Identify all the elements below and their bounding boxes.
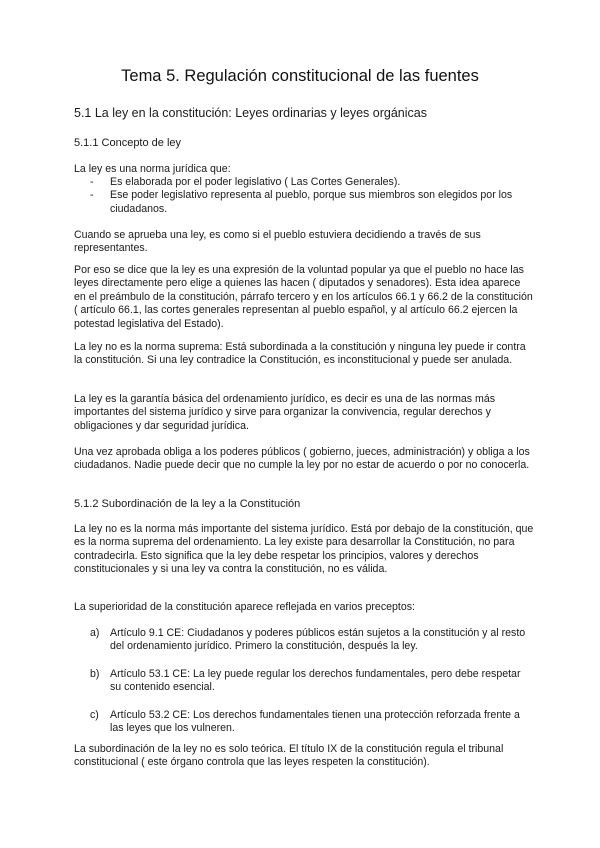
list-item-text: Artículo 53.2 CE: Los derechos fundamentales tienen una protección reforzada frente a las leyes que los vulneren. (110, 708, 520, 735)
list-item (74, 668, 534, 695)
paragraph-no-norma: La ley no es la norma más importante del sistema jurídico. Está por debajo de la constitución, que es la norma suprema del ordenamiento. La ley existe para desarrollar la Constitución, no para contradecirla. Esto significa que la ley debe respetar los principios, valores y derechos constitucionales y si una ley va contra la constitución, no es válida. (74, 523, 534, 576)
paragraph-por-eso: Por eso se dice que la ley es una expresión de la voluntad popular ya que el pueblo no hace las leyes directamente pero elige a quienes las hacen ( diputados y senadores). Esta idea aparece en el preámbulo de la constitución, párrafo tercero y en los artículos 66.1 y 66.2 de la constitución ( artículo 66.1, las cortes generales representan al pueblo español, y al artículo 66.2 ejercen la potestad legislativa del Estado). (74, 264, 533, 330)
list-marker: - (90, 189, 94, 202)
paragraph-superioridad: La superioridad de la constitución aparece reflejada en varios preceptos: (74, 601, 415, 613)
list-item (74, 189, 534, 216)
list-item-text: Artículo 53.1 CE: La ley puede regular los derechos fundamentales, pero debe respetar su contenido esencial. (110, 667, 521, 694)
list-marker: b) (90, 667, 100, 680)
list-item (74, 709, 534, 736)
list-item-text: Ese poder legislativo representa al pueblo, porque sus miembros son elegidos por los ciudadanos. (110, 189, 513, 215)
dash-list (74, 176, 534, 216)
list-marker: a) (90, 627, 100, 639)
list-marker: - (90, 176, 94, 188)
paragraph-garantia: La ley es la garantía básica del ordenamiento jurídico, es decir es una de las normas más importantes del sistema jurídico y sirve para organizar la convivencia, regular derechos y obligaciones y dar seguridad jurídica. (74, 393, 496, 432)
paragraph-una-vez: Una vez aprobada obliga a los poderes públicos ( gobierno, jueces, administración) y obliga a los ciudadanos. Nadie puede decir que no cumple la ley por no estar de acuerdo o por no conocerla. (74, 446, 530, 472)
section-heading-5-1-1: 5.1.1 Concepto de ley (74, 137, 182, 149)
list-item-text: Artículo 9.1 CE: Ciudadanos y poderes públicos están sujetos a la constitución y al resto del ordenamiento jurídico. Primero la constitución, después la ley. (110, 627, 526, 653)
page-title: Tema 5. Regulación constitucional de las fuentes (121, 67, 479, 85)
section-heading-5-1-2: 5.1.2 Subordinación de la ley a la Constitución (74, 498, 301, 510)
list-item (74, 176, 534, 189)
list-item-text: Es elaborada por el poder legislativo ( Las Cortes Generales). (110, 176, 401, 188)
section-heading-5-1: 5.1 La ley en la constitución: Leyes ordinarias y leyes orgánicas (74, 106, 427, 120)
paragraph-intro: La ley es una norma jurídica que: (74, 163, 231, 175)
list-item (74, 627, 534, 654)
paragraph-cuando: Cuando se aprueba una ley, es como si el pueblo estuviera decidiendo a través de sus representantes. (74, 229, 481, 255)
list-marker: c) (90, 708, 99, 721)
alpha-list (74, 627, 534, 749)
paragraph-suprema: La ley no es la norma suprema: Está subordinada a la constitución y ninguna ley puede ir contra la constitución. Si una ley contradice la Constitución, es inconstitucional y puede ser anulada. (74, 341, 526, 367)
paragraph-subordinacion: La subordinación de la ley no es solo teórica. El título IX de la constitución regula el tribunal constitucional ( este órgano controla que las leyes respeten la constitución). (74, 743, 504, 769)
